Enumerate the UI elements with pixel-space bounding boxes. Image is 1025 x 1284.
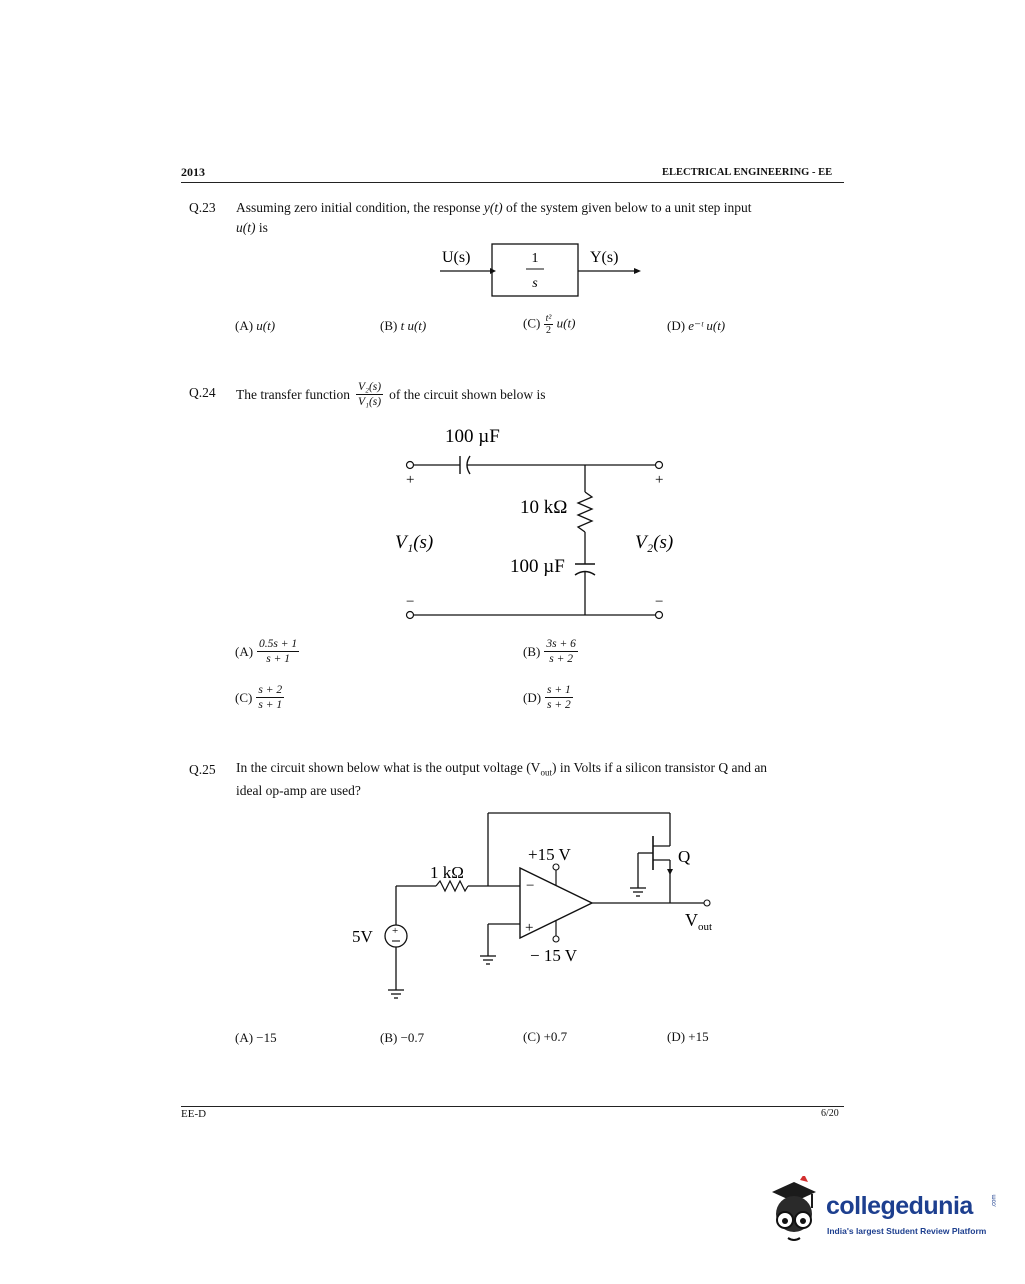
q24-option-b[interactable]: (B) $\frac{3s + 6}{s + 2}$ <box>523 638 576 665</box>
q23-option-d[interactable]: (D) e⁻ᵗ u(t) <box>667 318 726 333</box>
q23-number: Q.23 <box>189 200 216 215</box>
q23-option-a[interactable]: (A) u(t) <box>235 318 276 333</box>
collegedunia-logo[interactable] <box>762 1176 1002 1256</box>
q25-option-c[interactable]: (C) +0.7 <box>523 1029 568 1044</box>
q24-resistor <box>578 492 592 532</box>
q25-vout-label: $V_{out}$ <box>685 910 713 933</box>
q24-vout-label: V₂(s) <box>635 532 674 553</box>
q23-block-den: s <box>532 276 538 291</box>
q23-option-c[interactable]: (C) $\frac{\text{t²}}{2}$ u(t) <box>523 313 576 336</box>
q25-option-d[interactable]: (D) +15 <box>667 1029 709 1044</box>
q25-number: Q.25 <box>189 762 216 777</box>
q25-vneg-label: − 15 V <box>530 946 578 965</box>
q25-option-b[interactable]: (B) −0.7 <box>380 1030 425 1045</box>
footer-rule <box>181 1106 844 1107</box>
q24-text: The transfer function $\frac{\text{V₂(s)}}{\text{V₁(s)}}$ of the circuit shown below is <box>236 381 546 408</box>
q24-circuit <box>380 420 700 625</box>
q24-option-a[interactable]: (A) $\frac{0.5s + 1}{s + 1}$ <box>235 638 298 665</box>
q24-number: Q.24 <box>189 385 216 400</box>
q23-block-diagram <box>430 240 650 300</box>
q24-c1-label: 100 µF <box>445 426 500 447</box>
q24-r-label: 10 kΩ <box>520 497 568 518</box>
q25-opamp-plus: + <box>525 920 534 936</box>
q25-opamp-minus: − <box>526 878 535 894</box>
q24-option-d[interactable]: (D) $\frac{s + 1}{s + 2}$ <box>523 684 571 711</box>
q24-c2-label: 100 µF <box>510 556 565 577</box>
q24-option-c[interactable]: (C) $\frac{s + 2}{s + 1}$ <box>235 684 283 711</box>
q23-input-label: U(s) <box>442 249 471 266</box>
q23-option-b[interactable]: (B) t u(t) <box>380 318 427 333</box>
header-year: 2013 <box>181 165 205 179</box>
header-subject: ELECTRICAL ENGINEERING - EE <box>662 167 833 178</box>
q25-option-a[interactable]: (A) −15 <box>235 1030 277 1045</box>
q25-source-plus: + <box>392 925 399 937</box>
header-rule <box>181 182 844 183</box>
q24-vout-plus: + <box>655 472 664 488</box>
q25-vpos-label: +15 V <box>528 845 571 864</box>
q25-q-label: Q <box>678 847 691 866</box>
q23-block-num: 1 <box>531 251 539 266</box>
q23-text: Assuming zero initial condition, the response y(t) of the system given below to a unit step input u(t) is <box>236 200 752 235</box>
q25-text: In the circuit shown below what is the output voltage $(V_{out})$ in Volts if a silicon transistor Q and an ideal op-amp are used? <box>236 760 768 798</box>
mascot-icon <box>762 1176 826 1246</box>
q24-vout-minus: − <box>655 594 664 610</box>
logo-suffix: .com <box>991 1194 998 1208</box>
q25-source-label: 5V <box>352 927 373 946</box>
q23-output-label: Y(s) <box>590 249 619 266</box>
q24-vin-plus: + <box>406 472 415 488</box>
footer-page: 6/20 <box>821 1108 839 1119</box>
q24-vin-minus: − <box>406 594 415 610</box>
footer-code: EE-D <box>181 1108 207 1120</box>
q24-vin-label: V₁(s) <box>395 532 434 553</box>
logo-tagline: India's largest Student Review Platform <box>827 1226 987 1236</box>
q25-resistor <box>436 881 468 891</box>
q25-r-label: 1 kΩ <box>430 863 464 882</box>
q25-circuit <box>340 808 740 1008</box>
logo-wordmark: collegedunia <box>826 1192 973 1220</box>
